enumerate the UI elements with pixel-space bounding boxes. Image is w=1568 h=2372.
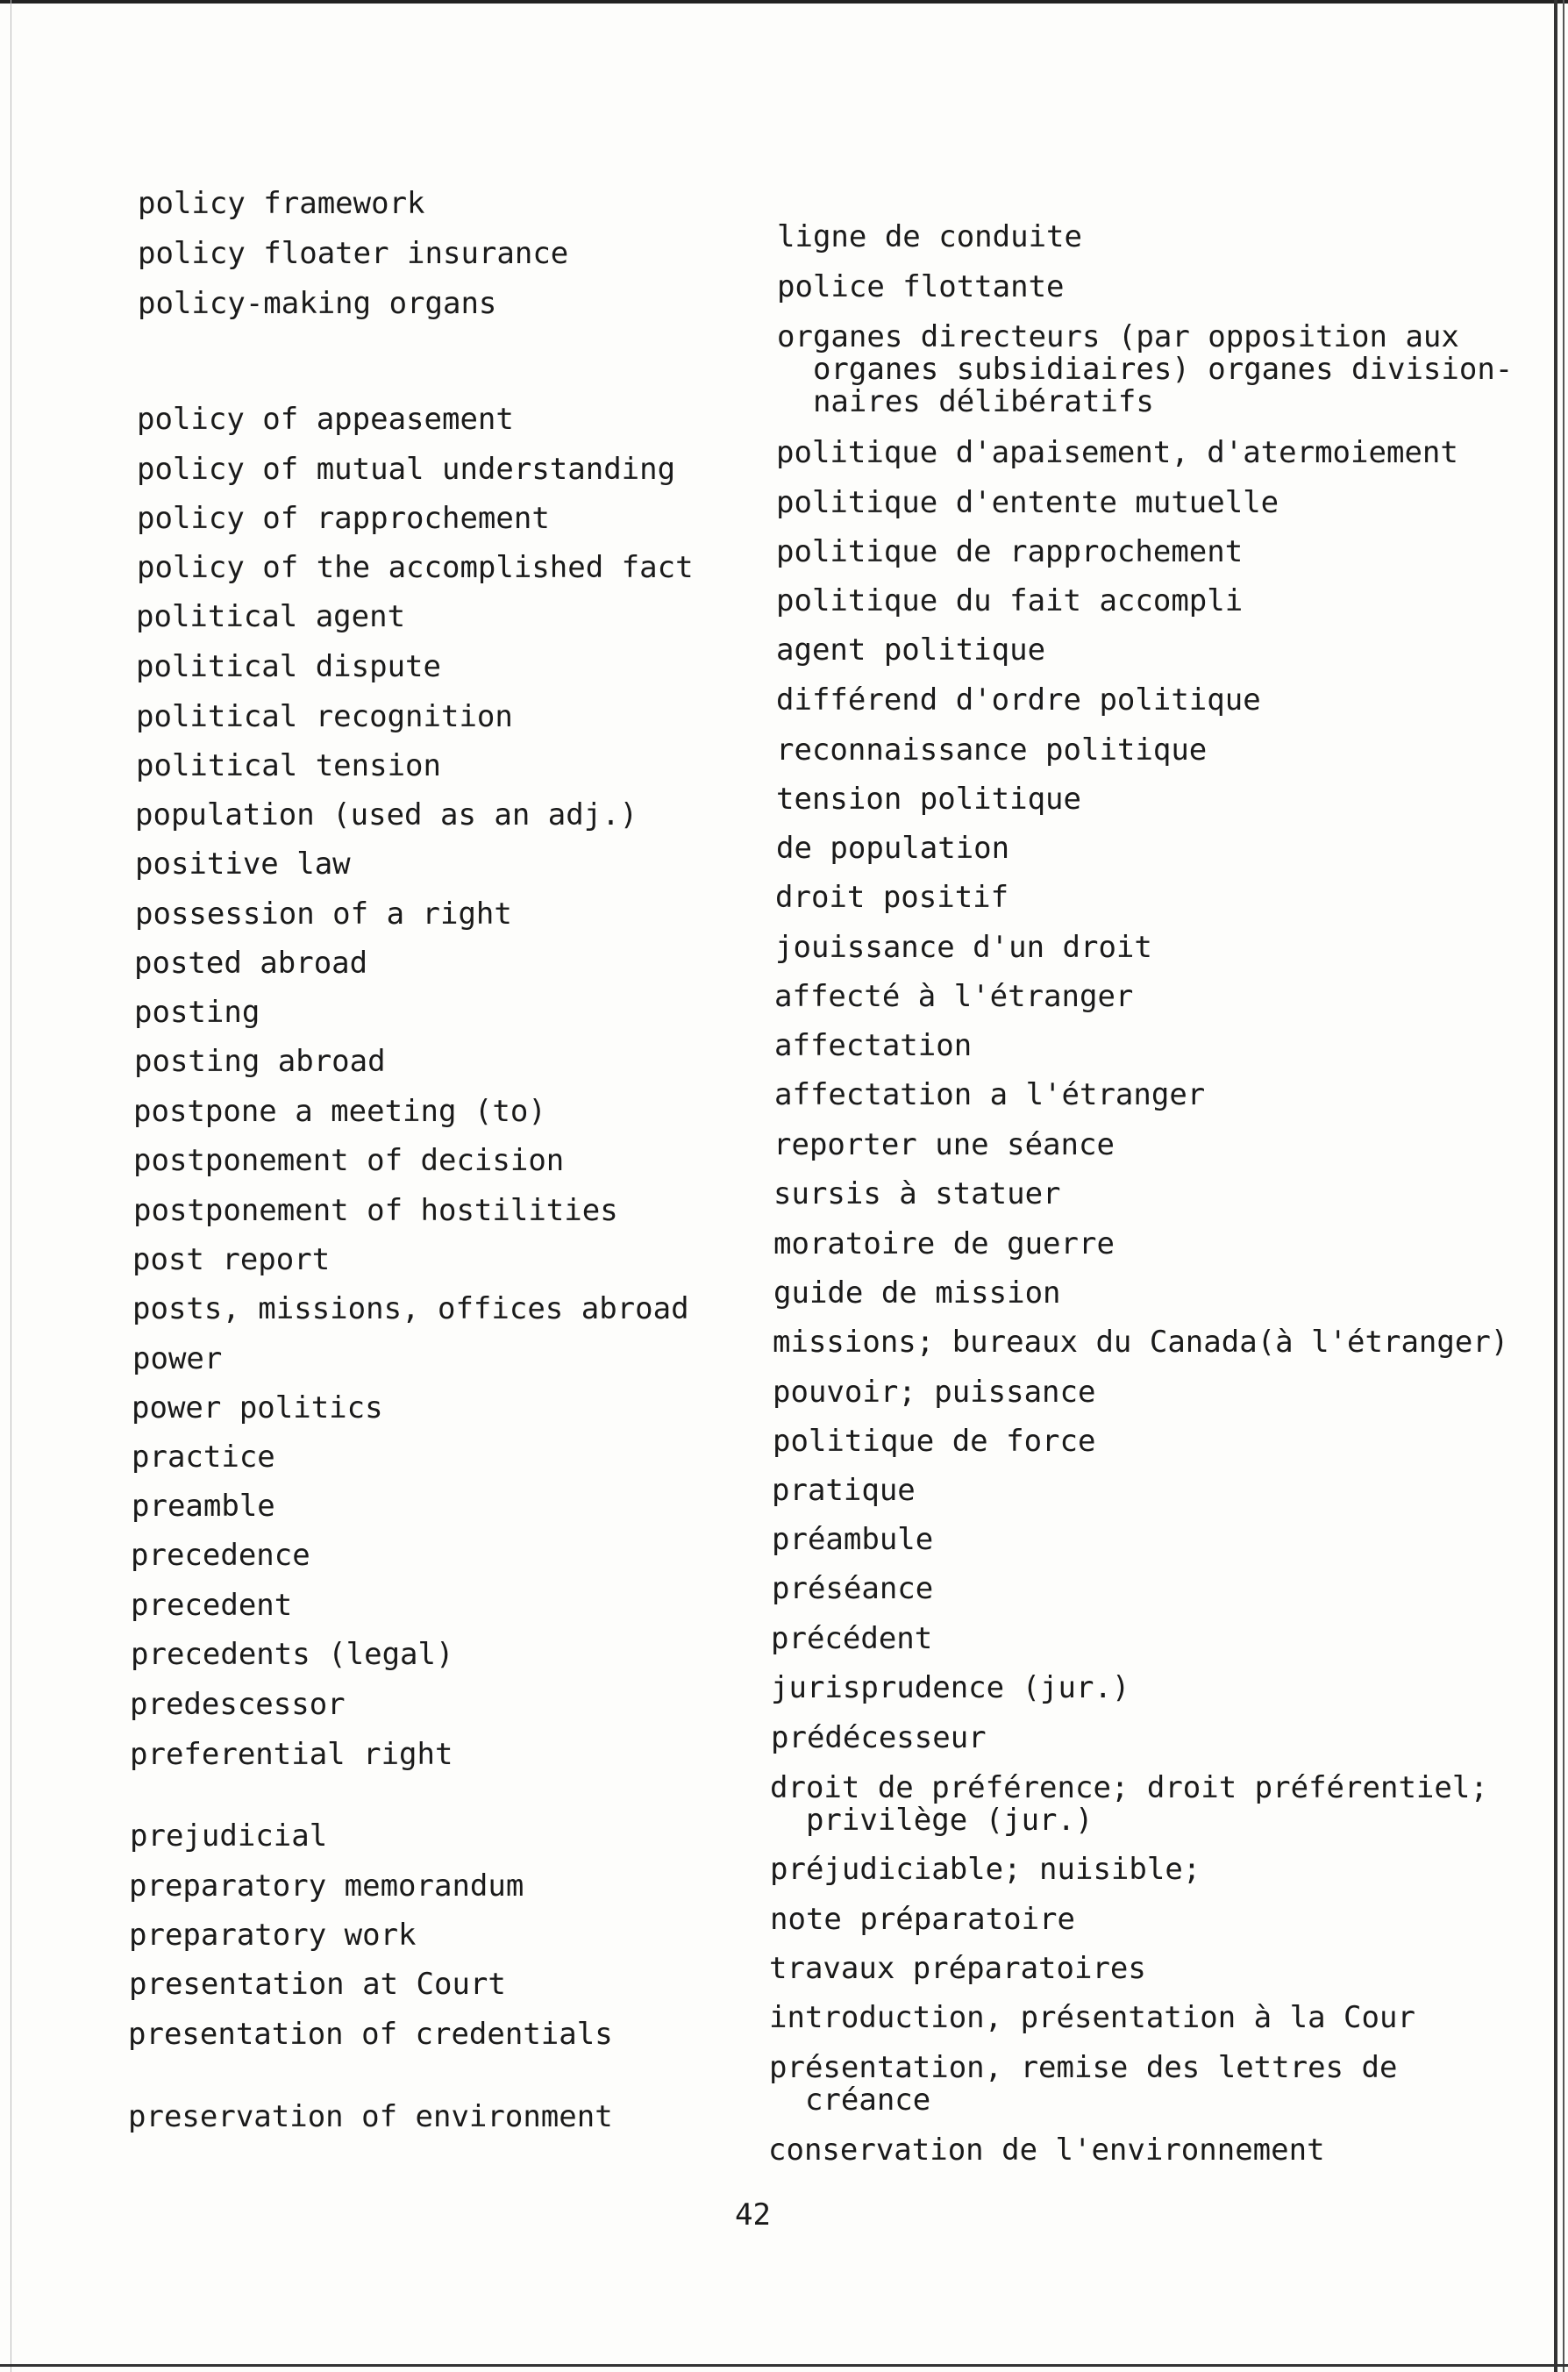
french-translation: sursis à statuer [773,1176,1061,1211]
french-translation: préséance [772,1571,934,1606]
english-term: power politics [132,1390,383,1425]
french-translation: moratoire de guerre [773,1226,1115,1261]
french-translation: politique d'entente mutuelle [776,485,1279,520]
english-term: precedent [131,1588,293,1623]
english-term: posting [134,995,260,1030]
english-term: policy-making organs [138,286,497,321]
scan-edge-top [0,0,1568,4]
french-translation: droit positif [775,880,1009,915]
french-translation: ligne de conduite [777,219,1082,254]
french-translation: agent politique [776,632,1046,668]
french-translation: de population [776,831,1010,866]
french-translation: conservation de l'environnement [768,2133,1325,2168]
english-term: power [132,1341,223,1376]
french-translation: note préparatoire [770,1902,1075,1937]
english-term: policy of the accomplished fact [137,550,694,585]
french-translation: précédent [771,1621,933,1656]
french-translation: préambule [772,1522,934,1557]
french-translation: pratique [772,1473,916,1508]
french-translation: affectation [774,1028,973,1063]
english-term: preservation of environment [128,2099,613,2134]
french-translation: organes directeurs (par opposition aux organes subsidiaires) organes division- naires délibératifs [777,319,1514,419]
english-term: policy framework [138,186,425,221]
english-term: preparatory memorandum [129,1868,524,1904]
english-term: precedents (legal) [131,1637,454,1672]
french-translation: politique de force [773,1424,1096,1459]
scan-edge-bottom [0,2364,1568,2367]
french-translation: affectation a l'étranger [774,1077,1206,1112]
english-term: policy floater insurance [138,236,569,271]
english-term: posted abroad [134,946,368,981]
french-translation: guide de mission [773,1275,1061,1311]
english-term: policy of rapprochement [137,501,550,536]
french-translation: présentation, remise des lettres de créance [769,2050,1398,2118]
english-term: political recognition [136,699,513,734]
english-term: presentation at Court [129,1967,506,2002]
french-translation: politique de rapprochement [776,534,1244,569]
french-translation: missions; bureaux du Canada(à l'étranger) [773,1325,1509,1360]
english-term: possession of a right [135,897,512,932]
french-translation: tension politique [776,782,1081,817]
page-number: 42 [735,2197,771,2233]
english-term: prejudicial [130,1818,328,1854]
english-term: posts, missions, offices abroad [132,1291,689,1326]
french-translation: politique d'apaisement, d'atermoiement [776,435,1458,470]
english-term: preamble [132,1489,275,1524]
french-translation: travaux préparatoires [769,1951,1146,1986]
french-translation: jurisprudence (jur.) [771,1670,1130,1705]
english-term: posting abroad [134,1044,386,1079]
french-translation: préjudiciable; nuisible; [770,1852,1201,1887]
english-term: positive law [135,847,351,882]
english-term: policy of mutual understanding [137,452,676,487]
french-translation: droit de préférence; droit préférentiel; privilège (jur.) [770,1770,1488,1838]
french-translation: introduction, présentation à la Cour [769,2000,1415,2035]
french-translation: affecté à l'étranger [774,979,1134,1014]
english-term: policy of appeasement [137,402,514,437]
french-translation: différend d'ordre politique [776,682,1261,718]
english-term: post report [132,1242,331,1277]
french-translation: jouissance d'un droit [775,930,1152,965]
french-translation: reconnaissance politique [776,732,1208,768]
french-translation: reporter une séance [773,1127,1115,1162]
scan-edge-right [1554,0,1557,2372]
french-translation: politique du fait accompli [776,583,1244,618]
french-translation: prédécesseur [771,1720,987,1755]
english-term: political agent [136,599,406,634]
english-term: political tension [136,748,441,783]
scan-edge-right-inner [1563,0,1564,2372]
english-term: precedence [131,1538,310,1573]
english-term: practice [132,1440,275,1475]
english-term: political dispute [136,649,441,684]
english-term: postpone a meeting (to) [133,1094,546,1129]
english-term: predescessor [130,1687,346,1722]
french-translation: police flottante [777,269,1065,304]
english-term: preparatory work [129,1918,417,1953]
english-term: population (used as an adj.) [135,797,638,832]
english-term: presentation of credentials [128,2017,613,2052]
french-translation: pouvoir; puissance [773,1375,1096,1410]
english-term: postponement of decision [133,1143,565,1178]
english-term: postponement of hostilities [133,1193,618,1228]
english-term: preferential right [130,1737,453,1772]
